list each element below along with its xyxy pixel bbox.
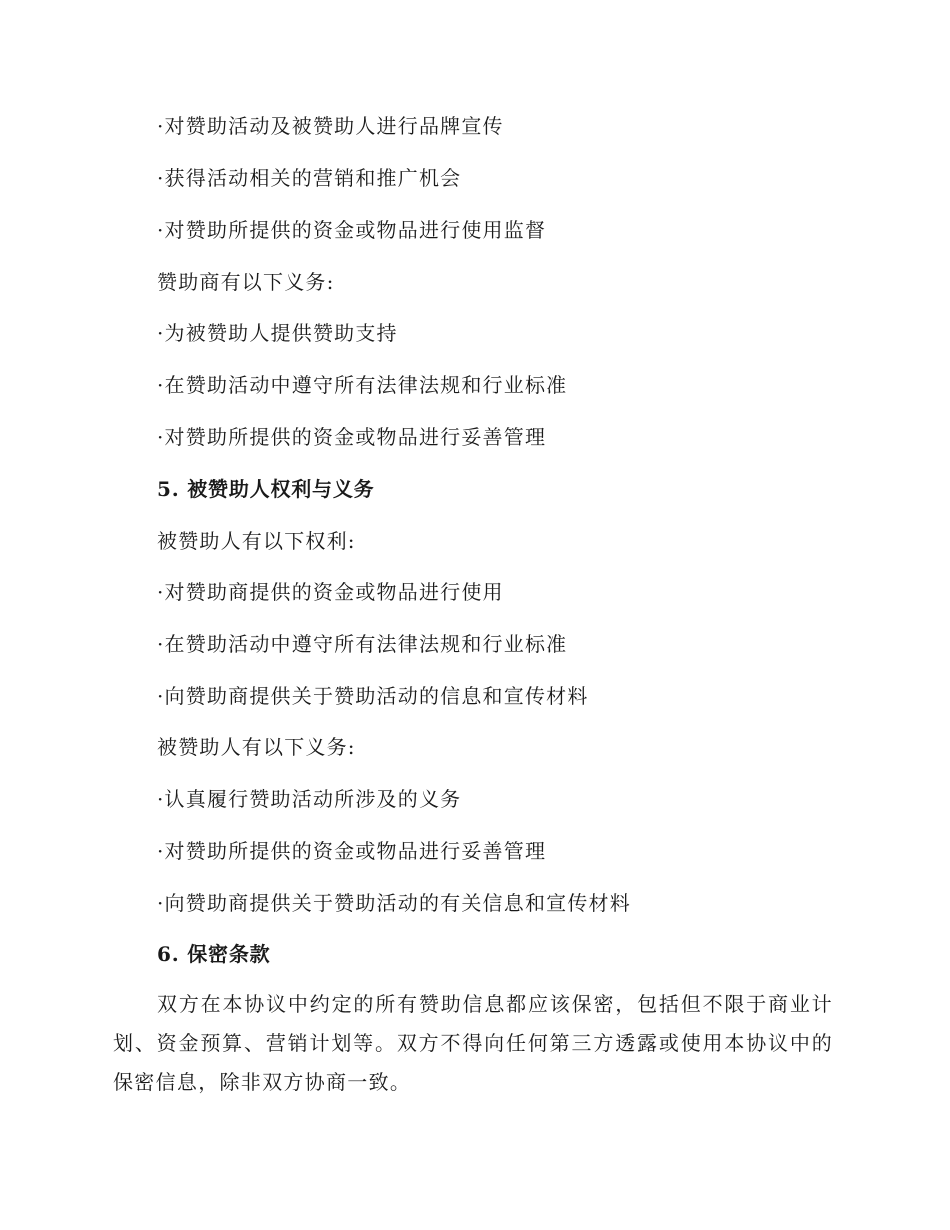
sponsee-duty-item-2: ·对赞助所提供的资金或物品进行妥善管理 [157,839,547,863]
sponsor-duty-item-2: ·在赞助活动中遵守所有法律法规和行业标准 [157,373,568,397]
sponsee-right-item-1: ·对赞助商提供的资金或物品进行使用 [157,580,504,604]
section-6-heading: 6. 保密条款 [157,942,271,966]
sponsee-duty-item-3: ·向赞助商提供关于赞助活动的有关信息和宣传材料 [157,891,631,915]
section-5-heading: 5. 被赞助人权利与义务 [157,477,375,501]
sponsor-right-item-3: ·对赞助所提供的资金或物品进行使用监督 [157,218,547,242]
sponsor-right-item-1: ·对赞助活动及被赞助人进行品牌宣传 [157,114,504,138]
sponsee-duties-intro: 被赞助人有以下义务: [157,735,356,759]
sponsee-right-item-2: ·在赞助活动中遵守所有法律法规和行业标准 [157,632,568,656]
sponsor-right-item-2: ·获得活动相关的营销和推广机会 [157,166,462,190]
sponsor-duty-item-3: ·对赞助所提供的资金或物品进行妥善管理 [157,425,547,449]
sponsor-duties-intro: 赞助商有以下义务: [157,270,335,294]
sponsor-duty-item-1: ·为被赞助人提供赞助支持 [157,321,398,345]
sponsee-rights-intro: 被赞助人有以下权利: [157,529,356,553]
section-6-paragraph: 双方在本协议中约定的所有赞助信息都应该保密，包括但不限于商业计划、资金预算、营销计划等。双方不得向任何第三方透露或使用本协议中的保密信息，除非双方协商一致。 [113,992,833,1094]
sponsee-right-item-3: ·向赞助商提供关于赞助活动的信息和宣传材料 [157,684,589,708]
sponsee-duty-item-1: ·认真履行赞助活动所涉及的义务 [157,787,462,811]
